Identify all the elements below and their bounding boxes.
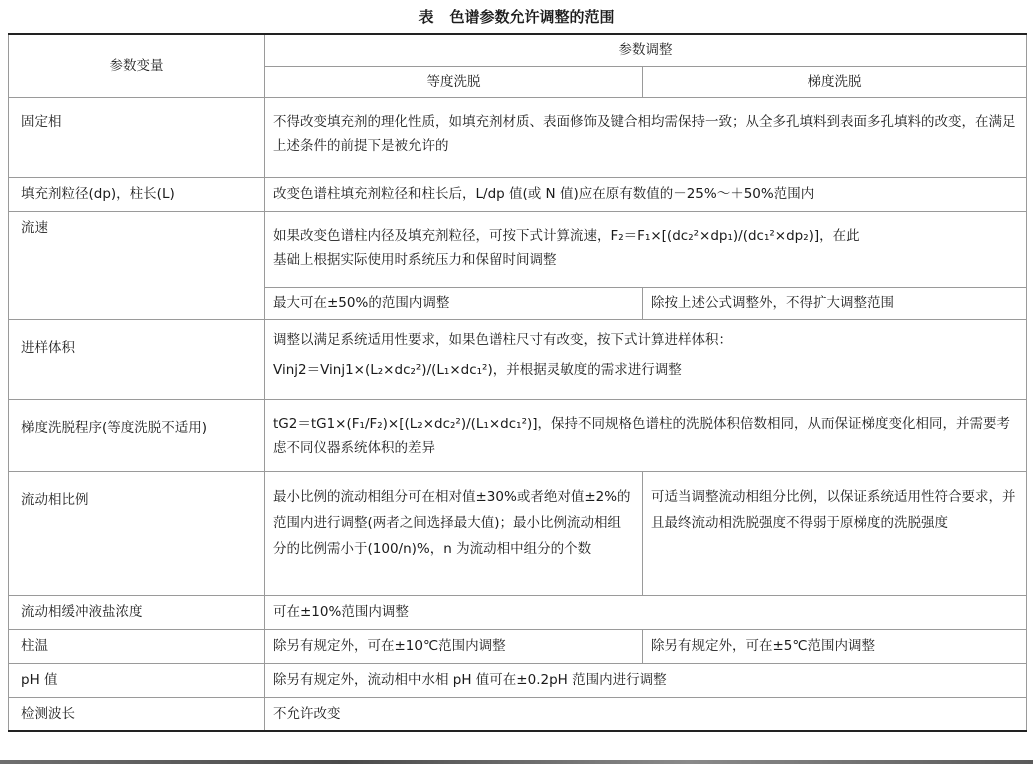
header-param-adjust: 参数调整 <box>265 34 1027 66</box>
mobile-ratio-isocratic: 最小比例的流动相组分可在相对值±30%或者绝对值±2%的范围内进行调整(两者之间选择最大值)；最小比例流动相组分的比例需小于(100/n)%，n 为流动相中组分的个数 <box>265 471 643 595</box>
param-name: 梯度洗脱程序(等度洗脱不适用) <box>9 399 265 471</box>
header-param-var: 参数变量 <box>9 34 265 97</box>
header-gradient: 梯度洗脱 <box>643 66 1027 97</box>
param-value: 不得改变填充剂的理化性质，如填充剂材质、表面修饰及键合相均需保持一致；从全多孔填料到表面多孔填料的改变，在满足上述条件的前提下是被允许的 <box>265 97 1027 177</box>
param-name: 填充剂粒径(dp)，柱长(L) <box>9 177 265 211</box>
header-row-1 <box>9 34 1027 66</box>
table-caption <box>0 6 1033 27</box>
param-value <box>265 319 1027 399</box>
column-temp-gradient: 除另有规定外，可在±5℃范围内调整 <box>643 629 1027 663</box>
param-value <box>265 211 1027 287</box>
table-row <box>9 211 1027 287</box>
caption-title: 色谱参数允许调整的范围 <box>449 8 615 26</box>
table-row <box>9 697 1027 731</box>
injection-formula-line: Vinj2＝Vinj1×(L₂×dc₂²)/(L₁×dc₁²)，并根据灵敏度的需求进行调整 <box>273 361 682 378</box>
flow-note-line: 基础上根据实际使用时系统压力和保留时间调整 <box>273 251 557 268</box>
param-name: pH 值 <box>9 663 265 697</box>
param-name: 固定相 <box>9 97 265 177</box>
param-name: 进样体积 <box>9 319 265 399</box>
table-row <box>9 629 1027 663</box>
param-value: tG2＝tG1×(F₁/F₂)×[(L₂×dc₂²)/(L₁×dc₁²)]，保持不同规格色谱柱的洗脱体积倍数相同，从而保证梯度变化相同，并需要考虑不同仪器系统体积的差异 <box>265 399 1027 471</box>
table-row <box>9 177 1027 211</box>
param-value: 不允许改变 <box>265 697 1027 731</box>
table-row <box>9 97 1027 177</box>
param-name: 柱温 <box>9 629 265 663</box>
table-row <box>9 471 1027 595</box>
scan-edge-divider <box>0 760 1033 764</box>
param-value: 除另有规定外，流动相中水相 pH 值可在±0.2pH 范围内进行调整 <box>265 663 1027 697</box>
mobile-ratio-gradient: 可适当调整流动相组分比例，以保证系统适用性符合要求，并且最终流动相洗脱强度不得弱于原梯度的洗脱强度 <box>643 471 1027 595</box>
param-value: 可在±10%范围内调整 <box>265 595 1027 629</box>
param-name: 流动相比例 <box>9 471 265 595</box>
column-temp-isocratic: 除另有规定外，可在±10℃范围内调整 <box>265 629 643 663</box>
header-isocratic: 等度洗脱 <box>265 66 643 97</box>
param-name: 流动相缓冲液盐浓度 <box>9 595 265 629</box>
injection-note-line: 调整以满足系统适用性要求，如果色谱柱尺寸有改变，按下式计算进样体积： <box>273 331 732 348</box>
table-row <box>9 399 1027 471</box>
param-name: 流速 <box>9 211 265 319</box>
flow-formula-line: 如果改变色谱柱内径及填充剂粒径，可按下式计算流速，F₂＝F₁×[(dc₂²×dp₁)/(dc₁²×dp₂)]，在此 <box>273 227 860 244</box>
param-value: 改变色谱柱填充剂粒径和柱长后，L/dp 值(或 N 值)应在原有数值的－25%～＋50%范围内 <box>265 177 1027 211</box>
flow-gradient: 除按上述公式调整外，不得扩大调整范围 <box>643 287 1027 319</box>
table-row <box>9 663 1027 697</box>
param-name: 检测波长 <box>9 697 265 731</box>
flow-isocratic: 最大可在±50%的范围内调整 <box>265 287 643 319</box>
caption-label: 表 <box>418 8 434 26</box>
table-row <box>9 595 1027 629</box>
parameter-table <box>8 33 1027 732</box>
table-row <box>9 319 1027 399</box>
